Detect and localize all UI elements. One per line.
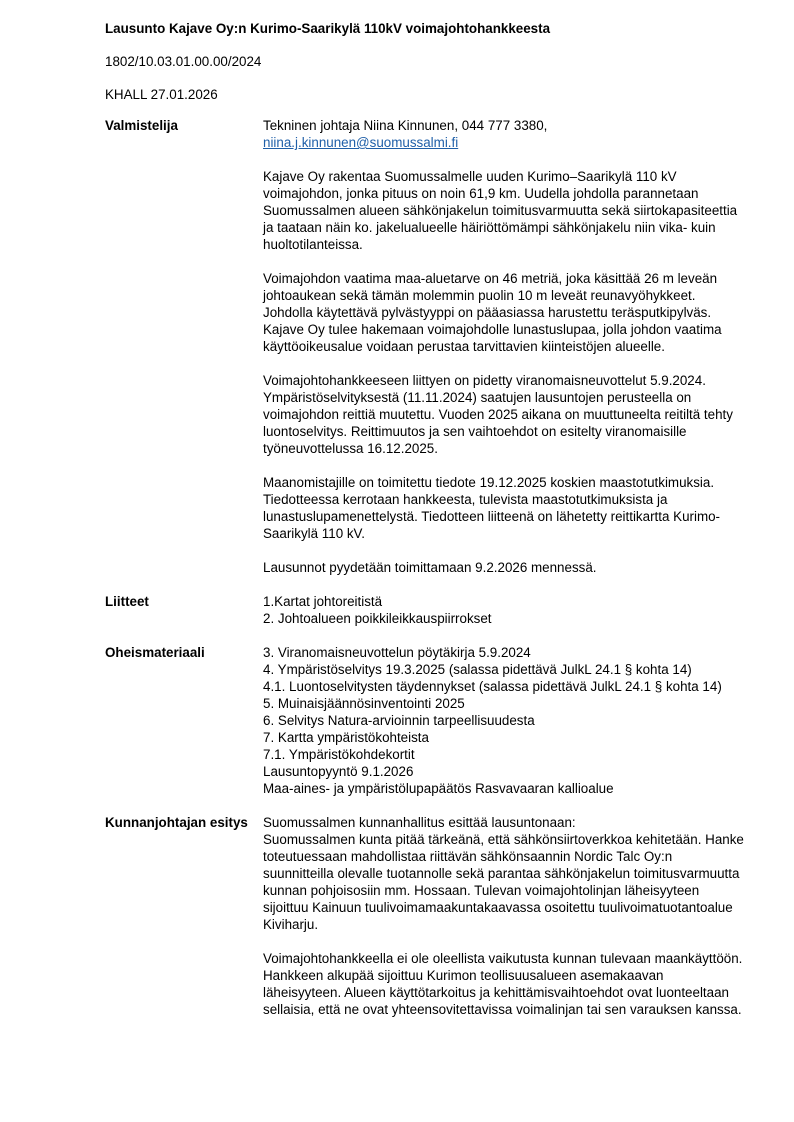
section-label: Valmistelija: [105, 118, 178, 133]
meeting-date: KHALL 27.01.2026: [105, 87, 218, 102]
material-item: 4.1. Luontoselvitysten täydennykset (salassa pidettävä JulkL 24.1 § kohta 14): [263, 679, 722, 694]
material-item: 7. Kartta ympäristökohteista: [263, 730, 429, 745]
paragraph: Voimajohtohankkeeseen liittyen on pidetty viranomaisneuvottelut 5.9.2024. Ympäristöselvityksestä (11.11.2024) saatujen lausuntojen perusteella on voimajohdon reittiä muutettu. Vuoden 2025 aikana on muuttuneelta reitiltä tehty luontoselvitys. Reittimuutos ja sen vaihtoehdot on esitelty viranomaisille työneuvottelussa 16.12.2025.: [263, 373, 733, 456]
section-content: [263, 117, 745, 576]
material-item: Lausuntopyyntö 9.1.2026: [263, 764, 414, 779]
section-label: Oheismateriaali: [105, 645, 205, 660]
paragraph: Voimajohdon vaatima maa-aluetarve on 46 metriä, joka käsittää 26 m leveän johtoaukean sekä tämän molemmin puolin 10 m leveät reunavyöhykkeet. Johdolla käytettävä pylvästyyppi on pääasiassa harustettu teräsputkipylväs. Kajave Oy tulee hakemaan voimajohdolle lunastuslupaa, jolla johdon vaatima käyttöoikeusalue voidaan perustaa tarvittavien kiinteistöjen alueelle.: [263, 271, 722, 354]
paragraph: Voimajohtohankkeella ei ole oleellista vaikutusta kunnan tulevaan maankäyttöön. Hankkeen alkupää sijoittuu Kurimon teollisuusalueen asemakaavan läheisyyteen. Alueen käyttötarkoitus ja kehittämisvaihtoehdot ovat luonteeltaan sellaisia, että ne ovat yhteensovitettavissa voimalinjan tai sen varauksen kanssa.: [263, 951, 743, 1017]
attachment-item: 1.Kartat johtoreitistä: [263, 594, 383, 609]
material-item: 4. Ympäristöselvitys 19.3.2025 (salassa pidettävä JulkL 24.1 § kohta 14): [263, 662, 692, 677]
proposal-intro: Suomussalmen kunnanhallitus esittää lausuntonaan:: [263, 815, 576, 830]
section-label: Liitteet: [105, 594, 149, 609]
section-esitys: [105, 814, 745, 1018]
material-item: 3. Viranomaisneuvottelun pöytäkirja 5.9.2024: [263, 645, 531, 660]
material-item: 5. Muinaisjäännösinventointi 2025: [263, 696, 465, 711]
paragraph: Lausunnot pyydetään toimittamaan 9.2.2026 mennessä.: [263, 560, 597, 575]
attachment-item: 2. Johtoalueen poikkileikkauspiirrokset: [263, 611, 492, 626]
attachments-list: [263, 593, 745, 627]
reference-number: 1802/10.03.01.00.00/2024: [105, 54, 262, 69]
section-content: [263, 814, 745, 1018]
paragraph: Kajave Oy rakentaa Suomussalmelle uuden Kurimo–Saarikylä 110 kV voimajohdon, jonka pituus on noin 61,9 km. Uudella johdolla parannetaan Suomussalmen alueen sähkönjakelun toimitusvarmuutta sekä siirtokapasiteettia ja taataan näin ko. jakelualueelle häiriöttömämpi sähkönjakelu niin vika- kuin huoltotilanteissa.: [263, 169, 738, 252]
paragraph: Suomussalmen kunta pitää tärkeänä, että sähkönsiirtoverkkoa kehitetään. Hanke toteutuessaan mahdollistaa riittävän sähkönsaannin Nordic Talc Oy:n suunnitteilla olevalle tuotannolle sekä parantaa sähkönjakelun toimitusvarmuutta kunnan pohjoisosiin mm. Hossaan. Tulevan voimajohtolinjan läheisyyteen sijoittuu Kainuun tuulivoimamaakuntakaavassa osoitettu tuulivoimatuotantoalue Kiviharju.: [263, 832, 744, 932]
section-oheismateriaali: [105, 644, 745, 797]
section-label: Kunnanjohtajan esitys: [105, 815, 248, 830]
email-link[interactable]: niina.j.kinnunen@suomussalmi.fi: [263, 135, 459, 150]
supplementary-list: [263, 644, 745, 797]
paragraph: Maanomistajille on toimitettu tiedote 19.12.2025 koskien maastotutkimuksia. Tiedotteessa kerrotaan hankkeesta, tulevista maastotutkimuksista ja lunastuslupamenettelystä. Tiedotteen liitteenä on lähetetty reittikartta Kurimo-Saarikylä 110 kV.: [263, 475, 721, 541]
section-valmistelija: [105, 117, 745, 576]
document-title: Lausunto Kajave Oy:n Kurimo-Saarikylä 110kV voimajohtohankkeesta: [105, 21, 551, 36]
material-item: Maa-aines- ja ympäristölupapäätös Rasvavaaran kallioalue: [263, 781, 614, 796]
material-item: 6. Selvitys Natura-arvioinnin tarpeellisuudesta: [263, 713, 535, 728]
section-liitteet: [105, 593, 745, 627]
document-page: [105, 20, 745, 1035]
preparer-info: Tekninen johtaja Niina Kinnunen, 044 777 3380,: [263, 118, 548, 133]
material-item: 7.1. Ympäristökohdekortit: [263, 747, 415, 762]
